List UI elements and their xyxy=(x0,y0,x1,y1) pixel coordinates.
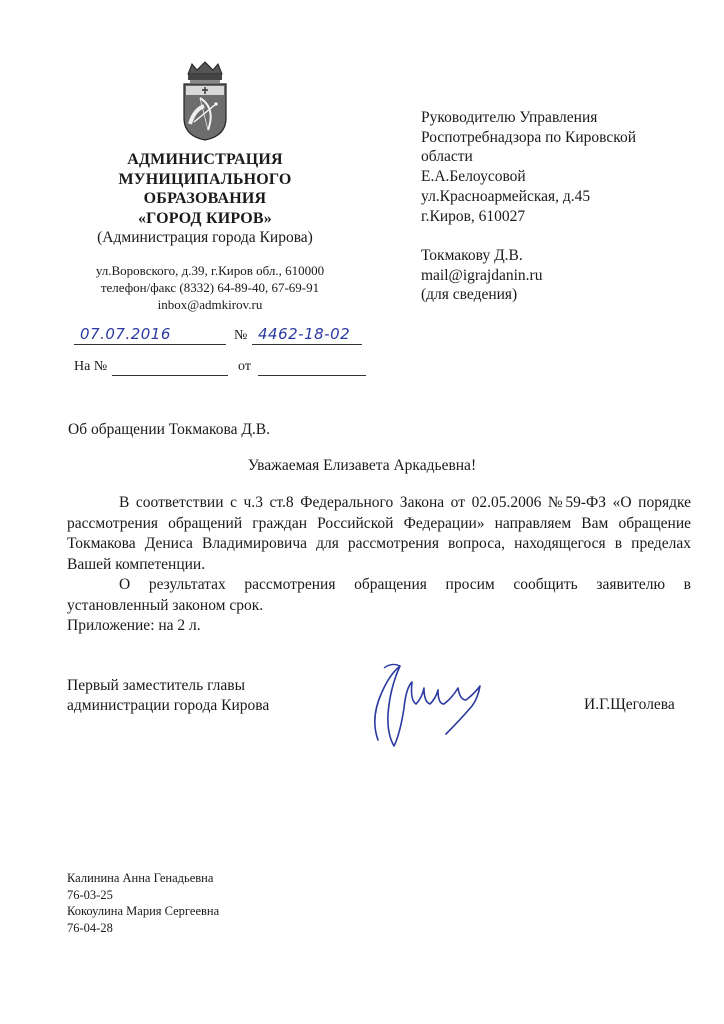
executors-block xyxy=(67,870,219,936)
letter-body xyxy=(67,493,691,637)
sender-contacts xyxy=(70,262,350,313)
addressee-line: ул.Красноармейская, д.45 xyxy=(421,187,591,205)
reference-label: На № xyxy=(74,359,108,374)
body-paragraph: О результатах рассмотрения обращения просим сообщить заявителю в установленный законом срок. xyxy=(67,576,691,614)
body-paragraph: В соответствии с ч.3 ст.8 Федерального Закона от 02.05.2006 №59-ФЗ «О порядке рассмотрения обращений граждан Российской Федерации» направляем Вам обращение Токмакова Дениса Владимировича для рассмотрения вопроса, находящегося в пределах Вашей компетенции. xyxy=(67,494,691,573)
sender-phone: телефон/факс (8332) 64-89-40, 67-69-91 xyxy=(100,280,320,295)
org-short-name: (Администрация города Кирова) xyxy=(97,229,313,246)
org-name-line-4: «ГОРОД КИРОВ» xyxy=(137,209,272,227)
registration-date: 07.07.2016 xyxy=(80,325,171,343)
sender-organization xyxy=(70,150,340,248)
registration-number: 4462-18-02 xyxy=(258,325,351,343)
handwritten-signature xyxy=(360,648,490,758)
org-name-line-1: АДМИНИСТРАЦИЯ xyxy=(127,151,283,168)
registration-date-number xyxy=(74,324,384,348)
org-name-line-2: МУНИЦИПАЛЬНОГО xyxy=(118,170,292,188)
signer-position-line: администрации города Кирова xyxy=(67,697,270,714)
signer-position xyxy=(67,676,269,716)
addressee-line: г.Киров, 610027 xyxy=(421,207,526,225)
executor-phone: 76-04-28 xyxy=(67,920,113,935)
cc-note: (для сведения) xyxy=(421,286,518,304)
sender-address: ул.Воровского, д.39, г.Киров обл., 610000 xyxy=(95,263,325,278)
letter-subject: Об обращении Токмакова Д.В. xyxy=(68,421,270,438)
addressee-line: Е.А.Белоусовой xyxy=(421,168,526,186)
attachment-note: Приложение: на 2 л. xyxy=(67,617,201,634)
signer-position-line: Первый заместитель главы xyxy=(67,677,246,694)
sender-email: inbox@admkirov.ru xyxy=(157,297,263,312)
executor-name: Кокоулина Мария Сергеевна xyxy=(67,904,220,918)
coat-of-arms-icon xyxy=(180,60,230,142)
addressee-block xyxy=(421,108,701,305)
letter-greeting: Уважаемая Елизавета Аркадьевна! xyxy=(247,457,477,474)
cc-line: Токмакову Д.В. xyxy=(421,246,523,264)
number-label: № xyxy=(234,328,248,343)
org-name-line-3: ОБРАЗОВАНИЯ xyxy=(143,190,267,207)
from-label: от xyxy=(238,359,251,374)
addressee-line: Руководителю Управления xyxy=(421,109,598,126)
executor-phone: 76-03-25 xyxy=(67,887,113,902)
cc-email: mail@igrajdanin.ru xyxy=(421,266,543,284)
addressee-line: Роспотребнадзора по Кировской xyxy=(421,128,637,146)
executor-name: Калинина Анна Генадьевна xyxy=(67,871,214,885)
signer-name: И.Г.Щеголева xyxy=(584,696,675,713)
reference-number-date xyxy=(74,358,374,380)
addressee-line: области xyxy=(421,148,473,166)
